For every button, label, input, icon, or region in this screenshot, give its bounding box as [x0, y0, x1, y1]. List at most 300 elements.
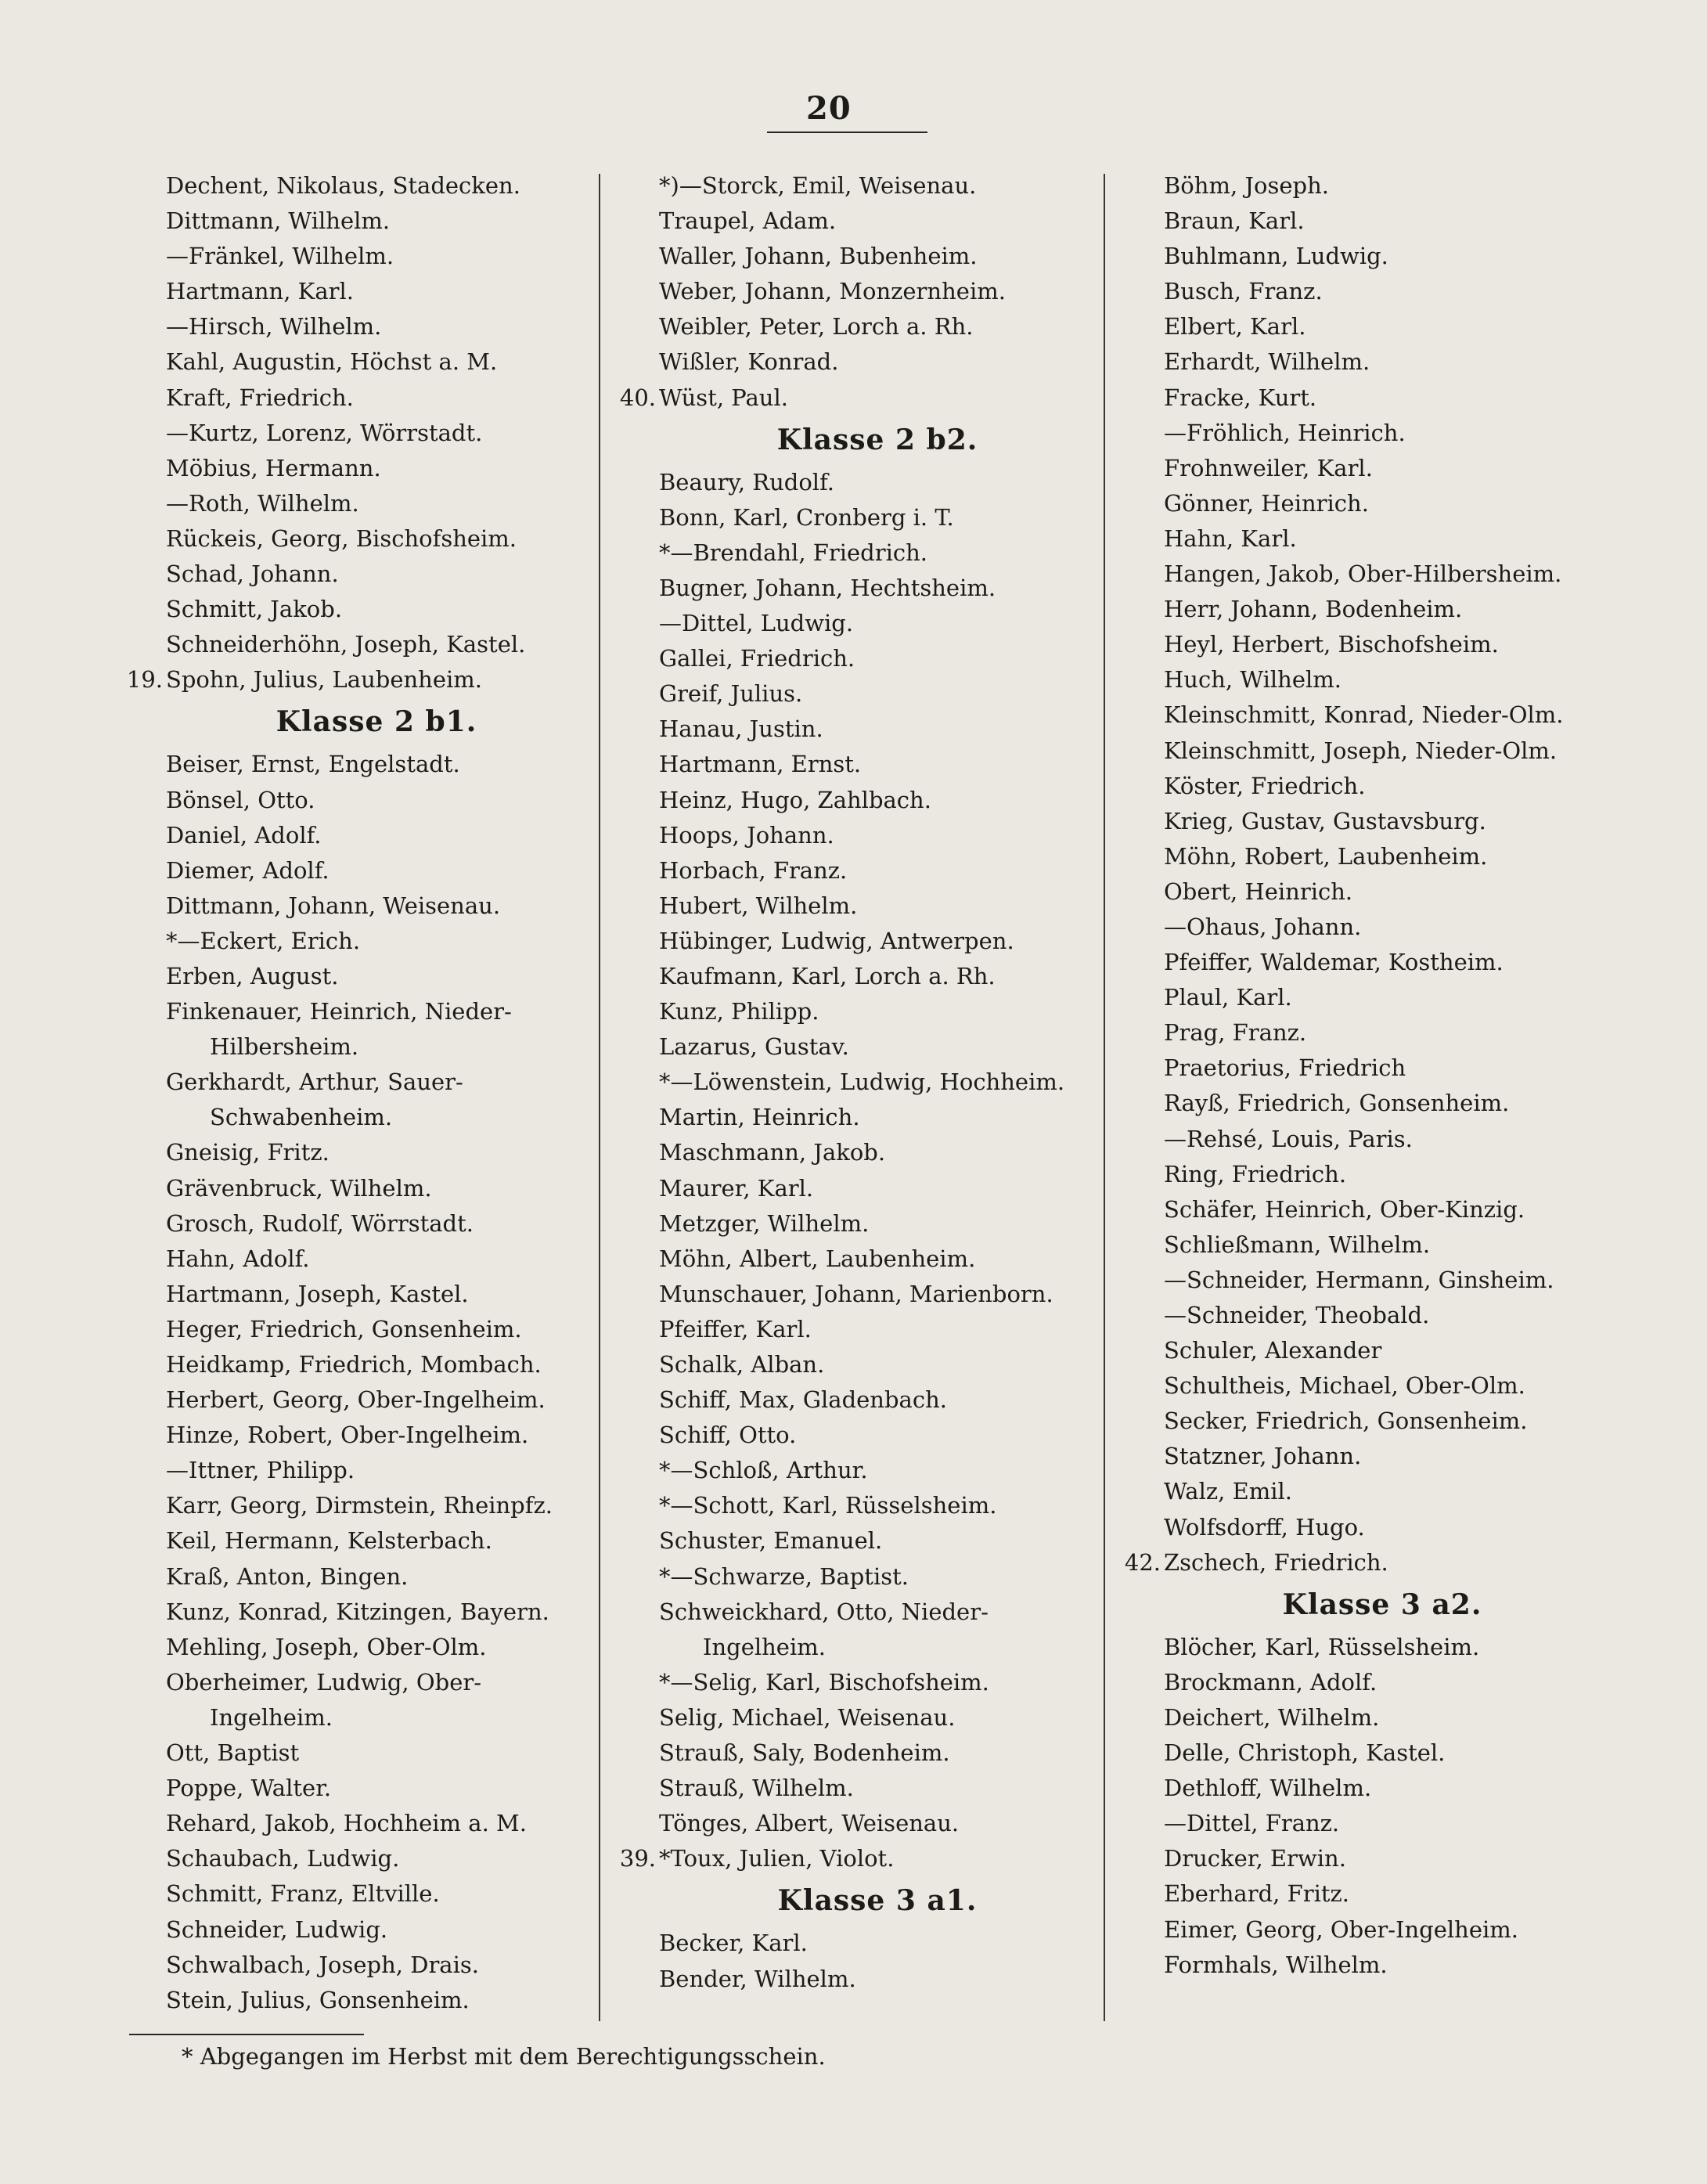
- list-item: [117, 344, 587, 380]
- student-name: Bender, Wilhelm.: [659, 1965, 856, 1992]
- student-name: Heger, Friedrich, Gonsenheim.: [166, 1315, 522, 1342]
- list-item: [610, 1277, 1096, 1312]
- list-item: [117, 924, 587, 959]
- student-name: Schwalbach, Joseph, Drais.: [166, 1951, 479, 1978]
- page-number: 20: [806, 90, 852, 127]
- student-name: Spohn, Julius, Laubenheim.: [166, 666, 482, 694]
- student-name: Buhlmann, Ludwig.: [1164, 243, 1388, 270]
- student-name: Schwabenheim.: [210, 1104, 393, 1131]
- list-item: [1115, 662, 1601, 697]
- list-item: [1115, 804, 1601, 839]
- list-item: [1115, 1806, 1601, 1841]
- student-name: Hartmann, Joseph, Kastel.: [166, 1280, 469, 1307]
- student-name: Mehling, Joseph, Ober-Olm.: [166, 1633, 487, 1660]
- list-item: [117, 1347, 587, 1382]
- list-item: [610, 712, 1096, 747]
- student-name: Hahn, Karl.: [1164, 524, 1297, 552]
- list-item: [117, 1523, 587, 1559]
- student-name: —Kurtz, Lorenz, Wörrstadt.: [166, 419, 483, 446]
- student-name: Formhals, Wilhelm.: [1164, 1951, 1388, 1978]
- list-item: [117, 309, 587, 344]
- list-item: [1115, 168, 1601, 204]
- list-item: [1115, 1665, 1601, 1700]
- list-item: [117, 1948, 587, 1983]
- student-name: Rayß, Friedrich, Gonsenheim.: [1164, 1090, 1510, 1117]
- student-name: Gönner, Heinrich.: [1164, 489, 1369, 517]
- list-item: [1115, 416, 1601, 451]
- class-heading: Klasse 2 b1.: [275, 705, 477, 739]
- list-item: [117, 1418, 587, 1453]
- student-name: Diemer, Adolf.: [166, 856, 330, 884]
- student-name: Stein, Julius, Gonsenheim.: [166, 1986, 470, 2013]
- student-name: Kunz, Konrad, Kitzingen, Bayern.: [166, 1598, 549, 1625]
- student-name: Horbach, Franz.: [659, 856, 848, 884]
- student-name: Schultheis, Michael, Ober-Olm.: [1164, 1372, 1525, 1400]
- student-name: Kleinschmitt, Joseph, Nieder-Olm.: [1164, 737, 1558, 764]
- student-name: Secker, Friedrich, Gonsenheim.: [1164, 1407, 1528, 1435]
- student-name: —Roth, Wilhelm.: [166, 489, 359, 517]
- student-name: Bönsel, Otto.: [166, 786, 315, 813]
- student-name: Kraft, Friedrich.: [166, 384, 354, 411]
- student-name: Wißler, Konrad.: [659, 348, 839, 376]
- list-item: [610, 888, 1096, 924]
- class-heading: Klasse 2 b2.: [776, 423, 978, 456]
- student-name: Keil, Hermann, Kelsterbach.: [166, 1527, 492, 1555]
- student-name: Hangen, Jakob, Ober-Hilbersheim.: [1164, 560, 1562, 588]
- student-name: *—Schwarze, Baptist.: [659, 1562, 909, 1590]
- list-item-continuation: [117, 1029, 587, 1065]
- student-name: Heinz, Hugo, Zahlbach.: [659, 786, 931, 813]
- list-item: [610, 1453, 1096, 1488]
- student-name: Braun, Karl.: [1164, 207, 1305, 235]
- list-item: [117, 959, 587, 994]
- list-item: [117, 168, 587, 204]
- student-name: Praetorius, Friedrich: [1164, 1054, 1406, 1082]
- student-name: Frohnweiler, Karl.: [1164, 454, 1373, 481]
- student-name: Eimer, Georg, Ober-Ingelheim.: [1164, 1916, 1518, 1943]
- list-item-continuation: [117, 1700, 587, 1735]
- list-item: [1115, 1948, 1601, 1983]
- student-name: Grävenbruck, Wilhelm.: [166, 1174, 432, 1202]
- list-item: [117, 1841, 587, 1876]
- student-name: Beiser, Ernst, Engelstadt.: [166, 751, 460, 778]
- student-name: Pfeiffer, Karl.: [659, 1315, 812, 1342]
- list-item: [1115, 1086, 1601, 1121]
- student-name: Schmitt, Franz, Eltville.: [166, 1880, 440, 1908]
- list-item: [1115, 980, 1601, 1015]
- column-left: [117, 168, 587, 2018]
- student-name: Schaubach, Ludwig.: [166, 1845, 400, 1872]
- student-name: Dittmann, Wilhelm.: [166, 207, 391, 235]
- list-item: [1115, 1876, 1601, 1912]
- student-name: Maschmann, Jakob.: [659, 1139, 886, 1166]
- list-item: [610, 239, 1096, 274]
- student-name: Maurer, Karl.: [659, 1174, 814, 1202]
- list-item-continuation: [610, 1630, 1096, 1665]
- list-item: [610, 500, 1096, 535]
- list-item: [610, 1806, 1096, 1841]
- list-item: [117, 1771, 587, 1806]
- student-name: Busch, Franz.: [1164, 278, 1323, 305]
- list-item: [1115, 239, 1601, 274]
- student-name: Munschauer, Johann, Marienborn.: [659, 1280, 1053, 1307]
- student-name: Hahn, Adolf.: [166, 1245, 310, 1272]
- list-item: [117, 1453, 587, 1488]
- student-count: 19.: [126, 666, 163, 694]
- footnote-rule: [129, 2034, 364, 2035]
- list-item: [117, 557, 587, 592]
- list-item: [610, 959, 1096, 994]
- student-name: Möhn, Albert, Laubenheim.: [659, 1245, 976, 1272]
- student-name: —Ohaus, Johann.: [1164, 913, 1362, 940]
- student-name: Pfeiffer, Waldemar, Kostheim.: [1164, 949, 1504, 976]
- list-item: [1115, 1404, 1601, 1439]
- list-item: [117, 1630, 587, 1665]
- list-item: [610, 1382, 1096, 1418]
- list-item: [610, 535, 1096, 571]
- student-name: Tönges, Albert, Weisenau.: [659, 1810, 960, 1837]
- student-name: *)—Storck, Emil, Weisenau.: [659, 172, 977, 199]
- list-item: [610, 606, 1096, 641]
- student-name: Obert, Heinrich.: [1164, 878, 1353, 905]
- student-name: Selig, Michael, Weisenau.: [659, 1703, 956, 1731]
- list-item: [610, 1065, 1096, 1100]
- student-name: Rückeis, Georg, Bischofsheim.: [166, 524, 517, 552]
- list-item: [1115, 309, 1601, 344]
- student-name: Ott, Baptist: [166, 1739, 300, 1767]
- student-name: Brockmann, Adolf.: [1164, 1668, 1377, 1696]
- student-name: Eberhard, Fritz.: [1164, 1880, 1349, 1908]
- list-item: [1115, 627, 1601, 662]
- student-name: Schneider, Ludwig.: [166, 1916, 388, 1943]
- list-item: [610, 1595, 1096, 1630]
- list-item: [117, 1595, 587, 1630]
- student-name: Schalk, Alban.: [659, 1351, 825, 1378]
- student-name: Wüst, Paul.: [659, 384, 788, 411]
- list-item: [117, 592, 587, 627]
- student-name: Kleinschmitt, Konrad, Nieder-Olm.: [1164, 701, 1564, 729]
- list-item: [117, 1171, 587, 1206]
- list-item: [117, 1559, 587, 1595]
- student-name: Erben, August.: [166, 962, 339, 989]
- student-name: Schiff, Max, Gladenbach.: [659, 1386, 947, 1414]
- list-item: [117, 888, 587, 924]
- class-heading: Klasse 3 a2.: [1282, 1588, 1482, 1621]
- list-item: [1115, 697, 1601, 733]
- list-item: [117, 1665, 587, 1700]
- student-name: Herbert, Georg, Ober-Ingelheim.: [166, 1386, 546, 1414]
- student-name: Wolfsdorff, Hugo.: [1164, 1513, 1365, 1541]
- student-name: —Schneider, Theobald.: [1164, 1302, 1430, 1328]
- list-item: [1115, 1157, 1601, 1192]
- list-item: [1115, 1439, 1601, 1474]
- list-item: [117, 274, 587, 309]
- student-name: Schneiderhöhn, Joseph, Kastel.: [166, 631, 526, 658]
- student-name: Becker, Karl.: [659, 1930, 808, 1957]
- student-name: Walz, Emil.: [1164, 1478, 1293, 1505]
- list-item: [1115, 592, 1601, 627]
- student-name: Gallei, Friedrich.: [659, 645, 855, 672]
- student-name: Hanau, Justin.: [659, 715, 823, 743]
- list-item: [610, 1029, 1096, 1065]
- list-item-continuation: [117, 1100, 587, 1135]
- list-item: [1115, 1051, 1601, 1086]
- student-name: Waller, Johann, Bubenheim.: [659, 243, 978, 270]
- list-item: [610, 1135, 1096, 1170]
- list-item: [1115, 1735, 1601, 1771]
- student-name: Kraß, Anton, Bingen.: [166, 1562, 409, 1590]
- list-item: [610, 853, 1096, 888]
- list-item: [610, 1312, 1096, 1347]
- student-name: *Toux, Julien, Violot.: [659, 1845, 895, 1872]
- student-name: Schweickhard, Otto, Nieder-: [659, 1598, 989, 1625]
- student-name: Strauß, Saly, Bodenheim.: [659, 1739, 950, 1767]
- list-item: [1115, 1630, 1601, 1665]
- student-name: —Ittner, Philipp.: [166, 1457, 355, 1484]
- list-item: [1115, 769, 1601, 804]
- list-item: [610, 747, 1096, 782]
- list-item: [610, 1206, 1096, 1242]
- column-divider-right: [1104, 174, 1105, 2021]
- class-heading: Klasse 3 a1.: [777, 1884, 978, 1918]
- student-name: Hilbersheim.: [210, 1033, 359, 1061]
- student-name: Gerkhardt, Arthur, Sauer-: [166, 1069, 463, 1096]
- list-item: [117, 1983, 587, 2018]
- student-name: —Fröhlich, Heinrich.: [1164, 419, 1406, 446]
- list-item: [1115, 204, 1601, 239]
- list-item: [610, 1559, 1096, 1595]
- list-item: [1115, 557, 1601, 592]
- list-item: [610, 994, 1096, 1029]
- column-right: [1115, 168, 1601, 1983]
- list-item: [117, 747, 587, 782]
- student-name: Krieg, Gustav, Gustavsburg.: [1164, 807, 1486, 834]
- student-name: Heyl, Herbert, Bischofsheim.: [1164, 631, 1499, 658]
- list-item: [1115, 945, 1601, 980]
- student-name: Herr, Johann, Bodenheim.: [1164, 596, 1463, 623]
- student-name: Metzger, Wilhelm.: [659, 1209, 870, 1237]
- student-name: Prag, Franz.: [1164, 1019, 1307, 1047]
- list-item: [610, 1347, 1096, 1382]
- student-name: Traupel, Adam.: [659, 207, 837, 235]
- list-item: [1115, 1474, 1601, 1509]
- student-name: Grosch, Rudolf, Wörrstadt.: [166, 1209, 474, 1237]
- list-item: [1115, 274, 1601, 309]
- list-item: [610, 924, 1096, 959]
- student-name: *—Brendahl, Friedrich.: [659, 539, 928, 566]
- list-item: [610, 1735, 1096, 1771]
- list-item: [117, 1912, 587, 1948]
- student-name: Weibler, Peter, Lorch a. Rh.: [659, 313, 974, 341]
- list-item: [610, 1962, 1096, 1997]
- student-name: Hübinger, Ludwig, Antwerpen.: [659, 927, 1014, 954]
- student-count: 39.: [619, 1845, 656, 1872]
- list-item: [117, 1735, 587, 1771]
- list-item: [117, 1135, 587, 1170]
- student-name: Gneisig, Fritz.: [166, 1139, 330, 1166]
- list-item: [1115, 1227, 1601, 1263]
- student-name: *—Schloß, Arthur.: [659, 1457, 868, 1484]
- student-name: Finkenauer, Heinrich, Nieder-: [166, 998, 512, 1025]
- student-name: *—Eckert, Erich.: [166, 927, 361, 954]
- student-name: Ingelheim.: [703, 1633, 826, 1660]
- student-name: Beaury, Rudolf.: [659, 468, 834, 496]
- student-count: 42.: [1124, 1548, 1161, 1576]
- student-name: *—Löwenstein, Ludwig, Hochheim.: [659, 1069, 1065, 1096]
- student-name: Greif, Julius.: [659, 680, 803, 708]
- student-name: Daniel, Adolf.: [166, 821, 322, 849]
- list-item: [117, 416, 587, 451]
- list-item: [610, 1771, 1096, 1806]
- list-item: [117, 451, 587, 486]
- student-name: Statzner, Johann.: [1164, 1443, 1362, 1470]
- list-item: [117, 1488, 587, 1523]
- list-item: [610, 1171, 1096, 1206]
- student-name: Elbert, Karl.: [1164, 313, 1306, 341]
- list-item: [117, 1277, 587, 1312]
- list-item: [610, 168, 1096, 204]
- student-name: Weber, Johann, Monzernheim.: [659, 278, 1006, 305]
- student-name: Delle, Christoph, Kastel.: [1164, 1739, 1446, 1767]
- list-item: [610, 1488, 1096, 1523]
- list-item: [1115, 1510, 1601, 1545]
- student-name: Bonn, Karl, Cronberg i. T.: [659, 503, 954, 531]
- list-item: [610, 380, 1096, 416]
- student-name: Schad, Johann.: [166, 560, 339, 588]
- student-name: Strauß, Wilhelm.: [659, 1775, 854, 1802]
- list-item: [610, 204, 1096, 239]
- column-middle: [610, 168, 1096, 1997]
- list-item: [1115, 1298, 1601, 1333]
- list-item: [610, 1665, 1096, 1700]
- student-name: Rehard, Jakob, Hochheim a. M.: [166, 1810, 527, 1837]
- student-name: Lazarus, Gustav.: [659, 1033, 849, 1061]
- list-item: [1115, 521, 1601, 557]
- list-item: [1115, 1333, 1601, 1368]
- student-name: Hoops, Johann.: [659, 821, 834, 849]
- student-name: Karr, Georg, Dirmstein, Rheinpfz.: [166, 1492, 553, 1519]
- list-item: [610, 818, 1096, 853]
- list-item: [117, 1806, 587, 1841]
- list-item: [610, 1926, 1096, 1961]
- list-item: [117, 1312, 587, 1347]
- list-item: [117, 662, 587, 697]
- student-name: Bugner, Johann, Hechtsheim.: [659, 574, 996, 601]
- list-item: [1115, 1700, 1601, 1735]
- student-name: —Hirsch, Wilhelm.: [166, 313, 382, 341]
- list-item: [117, 627, 587, 662]
- list-item: [610, 1841, 1096, 1876]
- student-name: Heidkamp, Friedrich, Mombach.: [166, 1351, 542, 1378]
- student-name: *—Selig, Karl, Bischofsheim.: [659, 1668, 989, 1696]
- list-item: [117, 1382, 587, 1418]
- list-item: [1115, 1545, 1601, 1580]
- student-name: —Schneider, Hermann, Ginsheim.: [1164, 1266, 1554, 1293]
- student-name: —Dittel, Franz.: [1164, 1810, 1340, 1837]
- list-item: [1115, 486, 1601, 521]
- list-item: [117, 239, 587, 274]
- header-rule: [767, 132, 927, 133]
- student-name: Böhm, Joseph.: [1164, 172, 1329, 199]
- list-item: [117, 994, 587, 1029]
- list-item: [610, 1523, 1096, 1559]
- student-name: Erhardt, Wilhelm.: [1164, 348, 1370, 376]
- list-item: [610, 1418, 1096, 1453]
- student-name: Schuler, Alexander: [1164, 1337, 1382, 1364]
- list-item: [1115, 1771, 1601, 1806]
- student-name: Kaufmann, Karl, Lorch a. Rh.: [659, 962, 996, 989]
- student-name: Dechent, Nikolaus, Stadecken.: [166, 172, 520, 199]
- student-name: —Rehsé, Louis, Paris.: [1164, 1125, 1413, 1152]
- student-name: Plaul, Karl.: [1164, 984, 1292, 1011]
- student-name: —Fränkel, Wilhelm.: [166, 243, 394, 270]
- list-item: [1115, 344, 1601, 380]
- student-name: Hartmann, Karl.: [166, 278, 354, 305]
- list-item: [610, 1100, 1096, 1135]
- student-name: Köster, Friedrich.: [1164, 772, 1366, 799]
- student-name: Dittmann, Johann, Weisenau.: [166, 892, 501, 919]
- student-name: Deichert, Wilhelm.: [1164, 1703, 1380, 1731]
- list-item: [117, 521, 587, 557]
- student-name: Drucker, Erwin.: [1164, 1845, 1346, 1872]
- list-item: [117, 1065, 587, 1100]
- footnote: * Abgegangen im Herbst mit dem Berechtigungsschein.: [182, 2043, 826, 2070]
- list-item: [117, 486, 587, 521]
- list-item: [1115, 1841, 1601, 1876]
- list-item: [610, 309, 1096, 344]
- student-name: Martin, Heinrich.: [659, 1104, 860, 1131]
- list-item: [1115, 839, 1601, 874]
- student-name: Huch, Wilhelm.: [1164, 666, 1342, 694]
- list-item: [1115, 1912, 1601, 1948]
- student-name: Hinze, Robert, Ober-Ingelheim.: [166, 1422, 529, 1449]
- student-name: Hubert, Wilhelm.: [659, 892, 858, 919]
- student-name: Ring, Friedrich.: [1164, 1160, 1347, 1188]
- list-item: [117, 204, 587, 239]
- list-item: [117, 853, 587, 888]
- student-name: Blöcher, Karl, Rüsselsheim.: [1164, 1633, 1480, 1660]
- list-item: [610, 676, 1096, 712]
- list-item: [610, 783, 1096, 818]
- list-item: [117, 1206, 587, 1242]
- list-item: [1115, 1368, 1601, 1404]
- list-item: [610, 641, 1096, 676]
- student-name: Dethloff, Wilhelm.: [1164, 1775, 1372, 1802]
- list-item: [117, 818, 587, 853]
- student-name: Ingelheim.: [210, 1703, 333, 1731]
- student-name: —Dittel, Ludwig.: [659, 610, 854, 637]
- student-name: Oberheimer, Ludwig, Ober-: [166, 1668, 482, 1696]
- student-count: 40.: [619, 384, 656, 411]
- list-item: [1115, 1122, 1601, 1157]
- student-name: Hartmann, Ernst.: [659, 751, 862, 778]
- student-name: Schmitt, Jakob.: [166, 596, 343, 623]
- student-name: Zschech, Friedrich.: [1164, 1548, 1388, 1576]
- student-name: Schuster, Emanuel.: [659, 1527, 883, 1555]
- list-item: [117, 380, 587, 416]
- student-name: Fracke, Kurt.: [1164, 384, 1317, 411]
- list-item: [117, 1242, 587, 1277]
- list-item: [610, 1700, 1096, 1735]
- student-name: Möhn, Robert, Laubenheim.: [1164, 842, 1488, 870]
- column-divider-left: [599, 174, 600, 2021]
- list-item: [1115, 910, 1601, 945]
- list-item: [610, 344, 1096, 380]
- list-item: [1115, 733, 1601, 769]
- list-item: [610, 1242, 1096, 1277]
- list-item: [1115, 380, 1601, 416]
- list-item: [610, 571, 1096, 606]
